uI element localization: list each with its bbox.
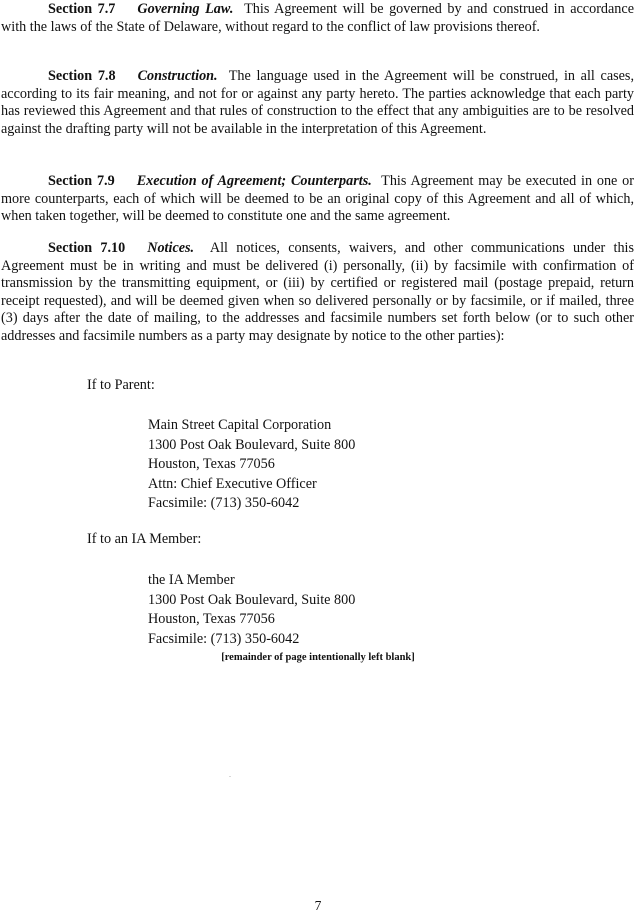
notice-recipient-parent: If to Parent: [87,377,155,393]
section-title: Notices. [147,240,195,256]
parent-address-block [148,416,355,514]
address-line: Attn: Chief Executive Officer [148,475,317,492]
remainder-note [0,649,636,667]
remainder-note-text: [remainder of page intentionally left blank] [221,652,415,663]
address-line: 1300 Post Oak Boulevard, Suite 800 [148,436,356,453]
address-line: 1300 Post Oak Boulevard, Suite 800 [148,591,356,608]
section-number: Section 7.7 [48,1,116,17]
section-number: Section 7.8 [48,68,116,84]
section-title: Execution of Agreement; Counterparts. [136,173,372,189]
section-text: The language used in the Agreement will be construed, in all cases, according to its fair meaning, and not for or against any party hereto. The parties acknowledge that each party has reviewed this Agreement and that rules of construction to the effect that any ambiguities are to be resolved against the drafting party will not be available in the interpretation of this Agreement. [1,68,635,137]
section-7-10-paragraph [1,240,634,346]
address-line: Facsimile: (713) 350-6042 [148,630,300,647]
section-7-8-paragraph [1,68,634,138]
address-line: Houston, Texas 77056 [148,611,275,627]
section-7-9-paragraph [1,173,634,226]
section-text: This Agreement will be governed by and construed in accordance with the laws of the State of Delaware, without regard to the conflict of law provisions thereof. [1,1,634,35]
notice-recipient-ia-member: If to an IA Member: [87,531,202,547]
address-line: the IA Member [148,572,235,588]
section-7-7-paragraph [1,1,634,36]
section-number: Section 7.9 [48,173,115,189]
section-text: This Agreement may be executed in one or more counterparts, each of which will be deemed to be an original copy of this Agreement and all of which, when taken together, will be deemed to constitute one and the same agreement. [1,173,634,225]
section-text: All notices, consents, waivers, and other communications under this Agreement must be in writing and must be delivered (i) personally, (ii) by facsimile with confirmation of transmission by the transmitting equipment, or (iii) by certified or registered mail (postage prepaid, return receipt requested), and will be deemed given when so delivered personally or by facsimile, or if mailed, three (3) days after the date of mailing, to the addresses and facsimile numbers set forth below (or to such other addresses and facsimile numbers as a party may designate by notice to the other parties): [1,240,635,344]
address-line: Facsimile: (713) 350-6042 [148,495,300,511]
page-number: 7 [314,898,322,913]
section-number: Section 7.10 [48,240,126,256]
section-title: Construction. [137,68,218,84]
section-title: Governing Law. [137,1,234,17]
ia-member-address-block [148,571,355,649]
scan-speck [229,776,231,777]
address-line: Houston, Texas 77056 [148,456,275,472]
address-line: Main Street Capital Corporation [148,417,332,433]
